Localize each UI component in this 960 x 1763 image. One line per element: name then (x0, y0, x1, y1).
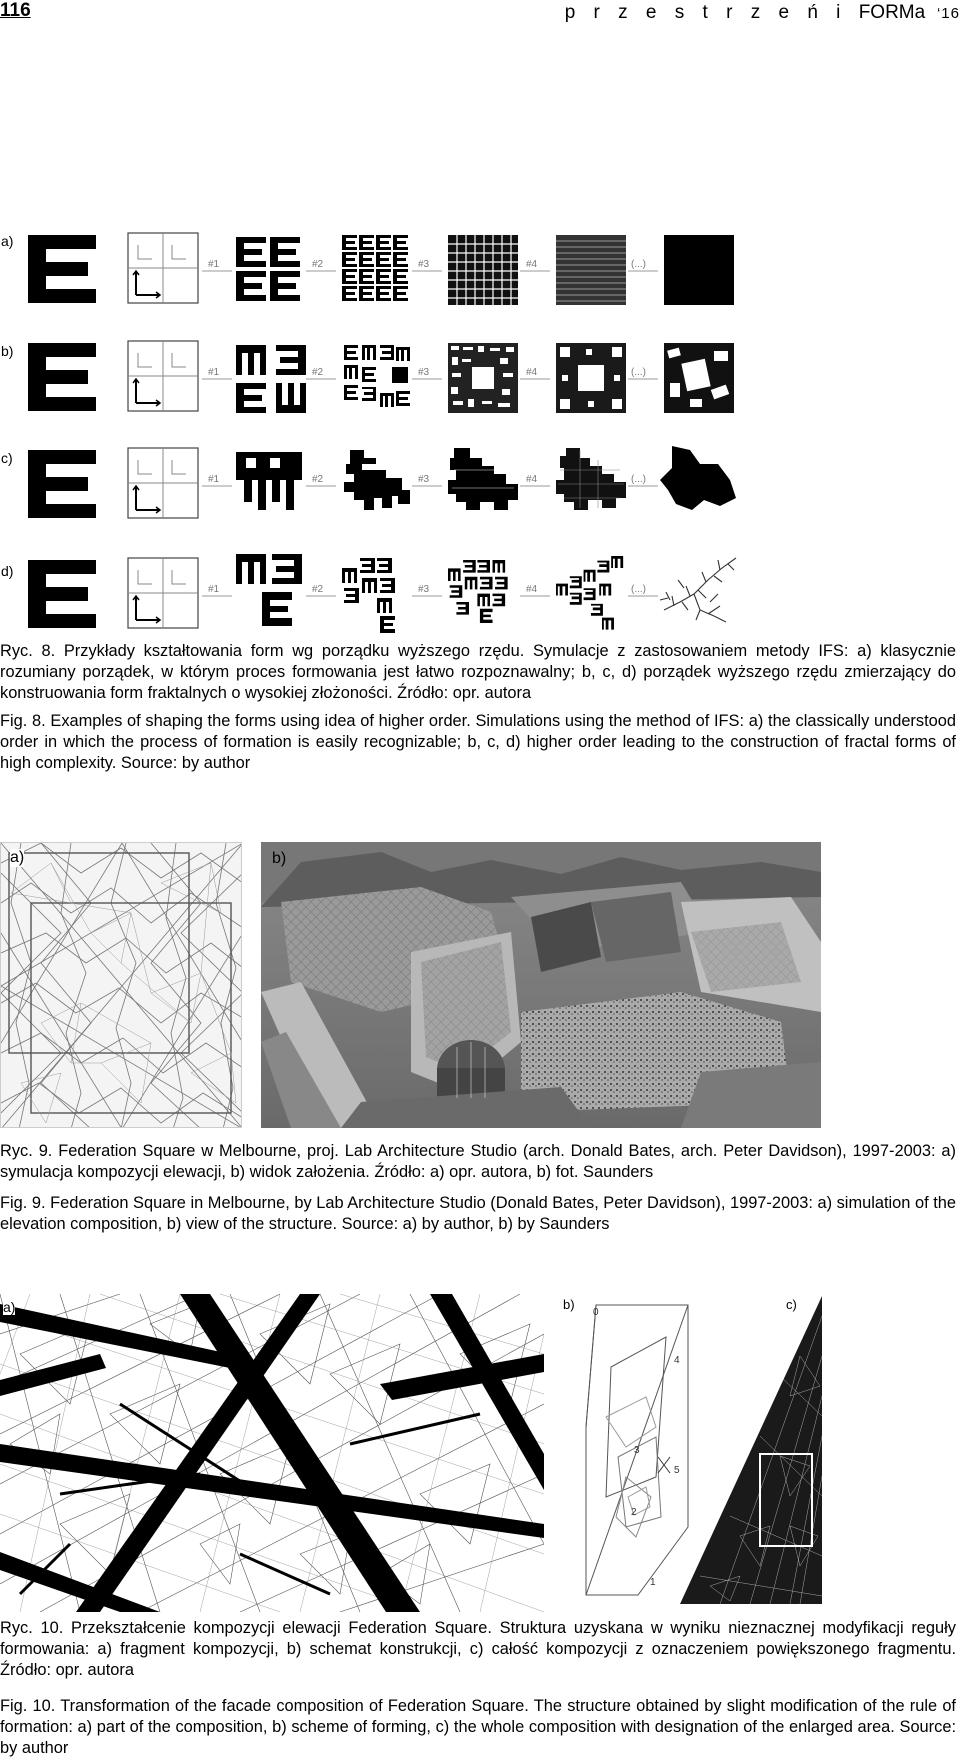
scheme-number-2: 2 (631, 1507, 637, 1518)
fig8-step-label: #1 (208, 259, 220, 270)
scheme-number-5: 5 (674, 1465, 680, 1476)
fig9-federation-square-photo (261, 842, 821, 1128)
fig8-step-label: #4 (526, 474, 538, 485)
fig8-row-label-b: b) (1, 343, 14, 359)
fig8-step-label: #3 (418, 259, 430, 270)
fig10-panel-b (563, 1297, 698, 1604)
fig10-panel-a (0, 1294, 544, 1612)
fig8-row-label-d: d) (1, 563, 14, 579)
fig8-step-label: #1 (208, 584, 220, 595)
fig8-step-label: #4 (526, 367, 538, 378)
scheme-number-0: 0 (593, 1307, 599, 1318)
fig9-caption-en: Fig. 9. Federation Square in Melbourne, by Lab Architecture Studio (Donald Bates, Peter Davidson), 1997-2003: a) simulation of the elevation composition, b) view of the structure. Source: a) by author, b) by Saunders (0, 1194, 956, 1233)
running-header (565, 2, 960, 24)
fig9-panel-b (261, 842, 821, 1128)
fig10-whole-composition (680, 1296, 822, 1604)
fig8-step-label: #3 (418, 474, 430, 485)
scheme-number-1: 1 (650, 1577, 656, 1588)
fig10-composition-fragment (0, 1294, 544, 1612)
fig8-row-d (28, 554, 736, 633)
fig8-caption-pl: Ryc. 8. Przykłady kształtowania form wg porządku wyższego rzędu. Symulacje z zastosowaniem metody IFS: a) klasycznie rozumiany porządek, w którym proces formowania jest łatwo rozpoznawalny; b, c, d) porządek wyższego rzędu zmierzający do konstruowania form fraktalnych o wysokiej złożoności. Źródło: opr. autora (0, 642, 956, 702)
fig10-caption-en: Fig. 10. Transformation of the facade composition of Federation Square. The structure obtained by slight modification of the rule of formation: a) part of the composition, b) scheme of forming, c) the whole composition with designation of the enlarged area. Source: by author (0, 1697, 956, 1757)
fig10-construction-scheme (566, 1297, 698, 1604)
fig8-step-label: (...) (631, 474, 646, 485)
fig8-step-label: #1 (208, 474, 220, 485)
fig8-row-label-a: a) (1, 233, 14, 249)
journal-year: ‘16 (936, 5, 960, 22)
fig10-panel-c (680, 1296, 822, 1604)
fig8-step-label: (...) (631, 367, 646, 378)
fig8-step-label: #4 (526, 584, 538, 595)
fig9-elevation-simulation (1, 843, 242, 1128)
fig8-step-label: #3 (418, 367, 430, 378)
fig8-step-label: #2 (312, 259, 324, 270)
fig8-step-label: (...) (631, 259, 646, 270)
fig8-caption-en: Fig. 8. Examples of shaping the forms using idea of higher order. Simulations using the method of IFS: a) the classically understood order in which the process of formation is easily recognizable; b, c, d) higher order leading to the construction of fractal forms of high complexity. Source: by author (0, 712, 956, 772)
fig9-label-a: a) (10, 849, 25, 866)
scheme-number-3: 3 (634, 1445, 640, 1456)
fig8-step-label: #3 (418, 584, 430, 595)
fig10-label-c: c) (786, 1297, 797, 1312)
journal-brand: FORMa (858, 2, 926, 23)
fig8-step-label: #2 (312, 367, 324, 378)
fig8-step-label: #1 (208, 367, 220, 378)
figure-8 (0, 225, 820, 635)
fig8-step-label: (...) (631, 584, 646, 595)
page-number: 116 (0, 0, 31, 21)
scheme-number-4: 4 (674, 1355, 680, 1366)
fig10-label-b: b) (563, 1297, 575, 1312)
fig9-panel-a (0, 842, 242, 1128)
fig8-step-label: #4 (526, 259, 538, 270)
fig10-caption-pl: Ryc. 10. Przekształcenie kompozycji elewacji Federation Square. Struktura uzyskana w wyniku nieznacznej modyfikacji reguły formowania: a) fragment kompozycji, b) schemat konstrukcji, c) całość kompozycji z oznaczeniem powiększonego fragmentu. Źródło: opr. autora (0, 1619, 956, 1679)
fig10-label-a: a) (3, 1299, 16, 1315)
fig8-row-a (28, 233, 734, 305)
fig9-caption-pl: Ryc. 9. Federation Square w Melbourne, proj. Lab Architecture Studio (arch. Donald Bates, arch. Peter Davidson), 1997-2003: a) symulacja kompozycji elewacji, b) widok założenia. Źródło: a) opr. autora, b) fot. Saunders (0, 1142, 956, 1181)
fig8-row-c (28, 446, 736, 518)
fig8-ifs-diagram (24, 225, 820, 635)
fig8-step-label: #2 (312, 584, 324, 595)
journal-title: p r z e s t r z e ń i (564, 2, 847, 23)
fig9-label-b: b) (272, 850, 287, 867)
fig8-row-b (28, 341, 734, 413)
fig8-step-label: #2 (312, 474, 324, 485)
fig8-row-label-c: c) (1, 450, 13, 466)
